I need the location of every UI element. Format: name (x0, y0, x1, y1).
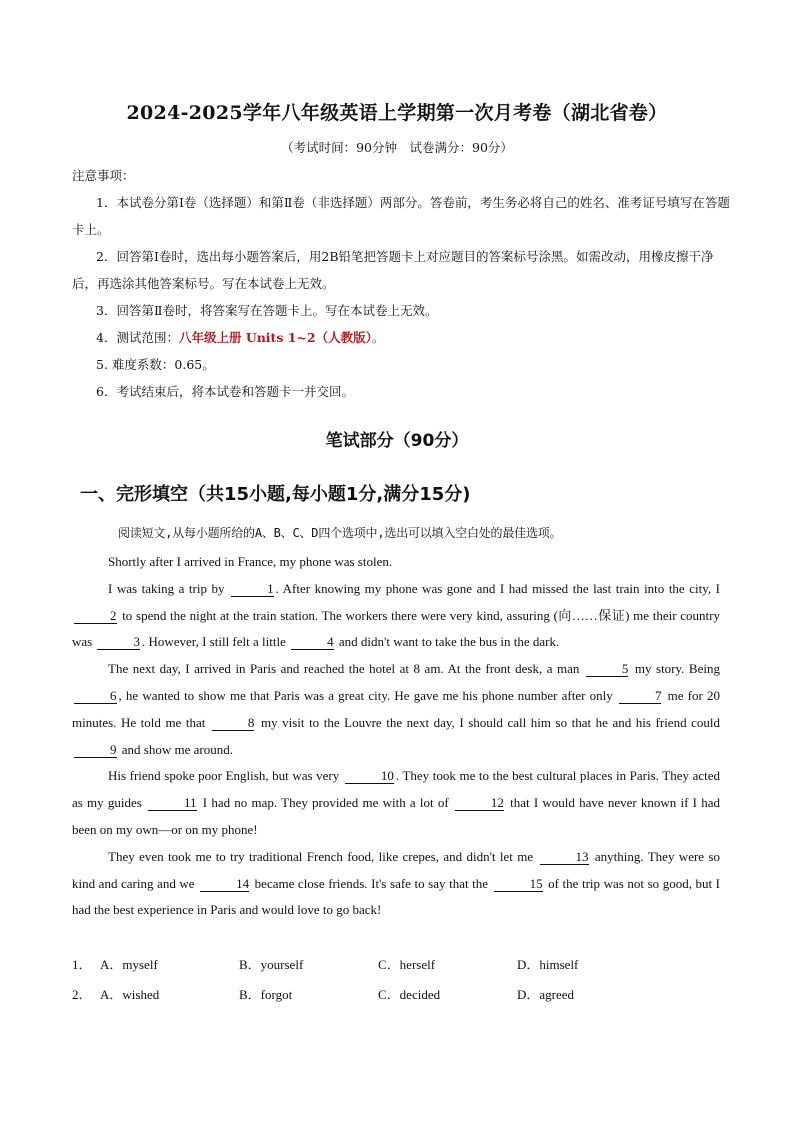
option-c: C．decided (378, 986, 441, 1002)
option-b: B．yourself (239, 956, 304, 972)
part-1-instruction: 阅读短文,从每小题所给的A、B、C、D四个选项中,选出可以填入空白处的最佳选项。 (118, 526, 562, 540)
question-row (72, 948, 732, 978)
exam-subtitle: （考试时间：90分钟 试卷满分：90分） (281, 140, 513, 155)
cloze-blank: 10 (345, 769, 394, 784)
question-number: 2． (72, 986, 92, 1002)
cloze-blank: 13 (540, 850, 589, 865)
notice-item-1: 1．本试卷分第Ⅰ卷（选择题）和第Ⅱ卷（非选择题）两部分。答卷前，考生务必将自己的姓名、准考证号填写在答题卡上。 (72, 195, 730, 237)
cloze-blank: 3 (97, 635, 140, 650)
passage-text: my story. Being (630, 661, 720, 677)
notice-item-3: 3．回答第Ⅱ卷时，将答案写在答题卡上。写在本试卷上无效。 (96, 303, 438, 318)
cloze-blank: 1 (231, 582, 274, 597)
passage-text: , he wanted to show me that Paris was a great city. He gave me his phone number after only (118, 687, 617, 703)
question-row (72, 978, 732, 1008)
page-title: 2024-2025学年八年级英语上学期第一次月考卷（湖北省卷） (126, 102, 668, 124)
passage-paragraph-1: Shortly after I arrived in France, my phone was stolen. (108, 554, 393, 569)
passage-text: I was taking a trip by (108, 580, 230, 596)
test-scope-highlight: 八年级上册 Units 1~2（人教版） (178, 330, 372, 345)
cloze-blank: 14 (200, 877, 249, 892)
passage-text: my visit to the Louvre the next day, I should call him so that he and his friend could (256, 714, 721, 730)
passage-text: . After knowing my phone was gone and I had missed the last train into the city, I (275, 580, 720, 596)
cloze-blank: 15 (494, 877, 543, 892)
passage-text: His friend spoke poor English, but was very (108, 768, 343, 784)
cloze-blank: 5 (586, 662, 629, 677)
option-b: B．forgot (239, 986, 293, 1002)
cloze-blank: 8 (212, 716, 255, 731)
passage-paragraph-5 (72, 844, 720, 924)
option-c: C．herself (378, 956, 436, 972)
question-options-list (72, 948, 732, 1008)
passage-text: and didn't want to take the bus in the dark. (335, 634, 560, 650)
passage-text: and show me around. (118, 741, 233, 757)
notice-section (72, 162, 732, 405)
passage-text: . However, I still felt a little (141, 634, 290, 650)
option-a: A．wished (100, 986, 160, 1002)
question-number: 1． (72, 956, 92, 972)
cloze-blank: 9 (74, 743, 117, 758)
notice-item-5: 5. 难度系数：0.65。 (96, 357, 215, 372)
cloze-blank: 7 (619, 689, 662, 704)
notice-item-4-suffix: 。 (371, 330, 385, 345)
section-title: 笔试部分（90分） (325, 431, 469, 451)
passage-text: I had no map. They provided me with a lot of (198, 795, 453, 811)
part-1-title: 一、完形填空（共15小题,每小题1分,满分15分) (80, 484, 471, 505)
cloze-blank: 11 (148, 796, 197, 811)
cloze-passage (72, 549, 720, 924)
notice-item-4 (72, 324, 732, 351)
passage-text: of the trip was not so good, but I had the best experience in Paris and would love to go back! (72, 875, 721, 918)
cloze-blank: 12 (455, 796, 504, 811)
cloze-blank: 6 (74, 689, 117, 704)
passage-text: me for 20 minutes. He told me that (72, 687, 720, 730)
notice-item-4-prefix: 4．测试范围： (96, 330, 179, 345)
option-d: D．agreed (517, 986, 575, 1002)
passage-text: The next day, I arrived in Paris and reached the hotel at 8 am. At the front desk, a man (108, 661, 584, 677)
notice-item-6: 6．考试结束后，将本试卷和答题卡一并交回。 (96, 384, 354, 399)
passage-text: anything. They were so kind and caring and we (72, 848, 720, 891)
passage-text: to spend the night at the train station. The workers there were very kind, assuring (向……保证) me their country was (72, 607, 720, 650)
notice-heading: 注意事项： (72, 168, 135, 183)
option-a: A．myself (100, 956, 158, 972)
cloze-blank: 2 (74, 609, 117, 624)
passage-text: became close friends. It's safe to say that the (251, 875, 492, 891)
option-d: D．himself (517, 956, 579, 972)
cloze-blank: 4 (291, 635, 334, 650)
passage-text: that I would have never known if I had been on my own—or on my phone! (72, 795, 720, 837)
passage-text: They even took me to try traditional French food, like crepes, and didn't let me (108, 848, 538, 864)
passage-paragraph-2 (72, 576, 720, 656)
passage-paragraph-4 (72, 763, 720, 843)
passage-text: . They took me to the best cultural places in Paris. They acted as my guides (72, 768, 720, 811)
notice-item-2: 2．回答第Ⅰ卷时，选出每小题答案后，用2B铅笔把答题卡上对应题目的答案标号涂黑。如需改动，用橡皮擦干净后，再选涂其他答案标号。写在本试卷上无效。 (72, 249, 714, 291)
passage-paragraph-3 (72, 656, 720, 763)
